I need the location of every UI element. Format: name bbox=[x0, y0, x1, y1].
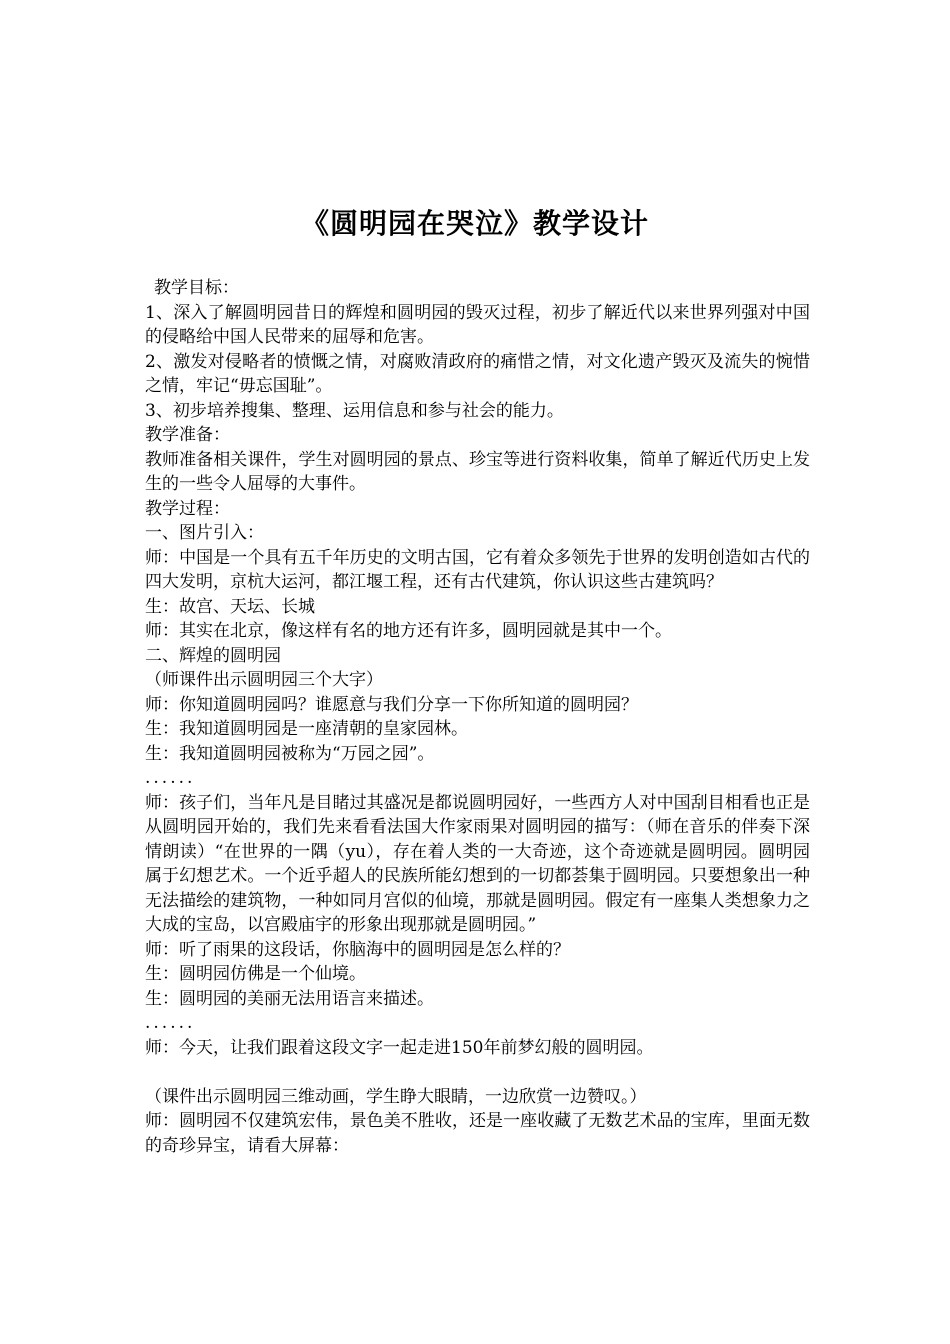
paragraph: 教学目标： bbox=[154, 278, 239, 298]
paragraph: 师：你知道圆明园吗？谁愿意与我们分享一下你所知道的圆明园？ bbox=[145, 694, 638, 715]
paragraph: 1、深入了解圆明园昔日的辉煌和圆明园的毁灭过程，初步了解近代以来世界列强对中国的侵略给中国人民带来的屈辱和危害。 bbox=[145, 302, 810, 347]
paragraph: 3、初步培养搜集、整理、运用信息和参与社会的能力。 bbox=[145, 400, 564, 421]
paragraph: 师：孩子们，当年凡是目睹过其盛况是都说圆明园好，一些西方人对中国刮目相看也正是从圆明园开始的，我们先来看看法国大作家雨果对圆明园的描写：（师在音乐的伴奏下深情朗读）“在世界的一隅（yu），存在着人类的一大奇迹，这个奇迹就是圆明园。圆明园属于幻想艺术。一个近乎超人的民族所能幻想到的一切都荟集于圆明园。只要想象出一种无法描绘的建筑物，一种如同月宫似的仙境，那就是圆明园。假定有一座集人类想象力之大成的宝岛，以宫殿庙宇的形象出现那就是圆明园。” bbox=[145, 792, 810, 935]
paragraph: 生：圆明园仿佛是一个仙境。 bbox=[145, 964, 366, 984]
paragraph: 生：我知道圆明园是一座清朝的皇家园林。 bbox=[145, 719, 468, 739]
paragraph: 生：圆明园的美丽无法用语言来描述。 bbox=[145, 988, 434, 1009]
paragraph bbox=[145, 1060, 810, 1085]
paragraph: 2、激发对侵略者的愤慨之情，对腐败清政府的痛惜之情，对文化遗产毁灭及流失的惋惜之情，牢记“毋忘国耻”。 bbox=[145, 351, 810, 396]
paragraph: 师：今天，让我们跟着这段文字一起走进150年前梦幻般的圆明园。 bbox=[145, 1037, 654, 1058]
paragraph: 教师准备相关课件，学生对圆明园的景点、珍宝等进行资料收集，简单了解近代历史上发生的一些令人屈辱的大事件。 bbox=[145, 449, 810, 494]
document-body bbox=[145, 276, 810, 1158]
paragraph: 师：中国是一个具有五千年历史的文明古国，它有着众多领先于世界的发明创造如古代的四大发明，京杭大运河，都江堰工程，还有古代建筑，你认识这些古建筑吗？ bbox=[145, 547, 810, 592]
paragraph: 师：听了雨果的这段话，你脑海中的圆明园是怎么样的？ bbox=[145, 939, 570, 960]
paragraph: 生：故宫、天坛、长城 bbox=[145, 596, 315, 617]
paragraph: 师：圆明园不仅建筑宏伟，景色美不胜收，还是一座收藏了无数艺术品的宝库，里面无数的奇珍异宝，请看大屏幕： bbox=[145, 1111, 810, 1156]
paragraph: 师：其实在北京，像这样有名的地方还有许多，圆明园就是其中一个。 bbox=[145, 621, 672, 641]
paragraph: 教学过程： bbox=[145, 498, 230, 519]
paragraph: （课件出示圆明园三维动画，学生睁大眼睛，一边欣赏一边赞叹。） bbox=[145, 1086, 647, 1107]
paragraph: ...... bbox=[145, 1013, 196, 1033]
paragraph: ...... bbox=[145, 768, 196, 788]
document-title: 《圆明园在哭泣》教学设计 bbox=[300, 207, 649, 240]
paragraph: 教学准备： bbox=[145, 425, 230, 445]
paragraph: 一、图片引入： bbox=[145, 523, 264, 543]
paragraph: 二、辉煌的圆明园 bbox=[145, 645, 281, 666]
paragraph: （师课件出示圆明园三个大字） bbox=[145, 670, 383, 690]
paragraph: 生：我知道圆明园被称为“万园之园”。 bbox=[145, 743, 435, 764]
